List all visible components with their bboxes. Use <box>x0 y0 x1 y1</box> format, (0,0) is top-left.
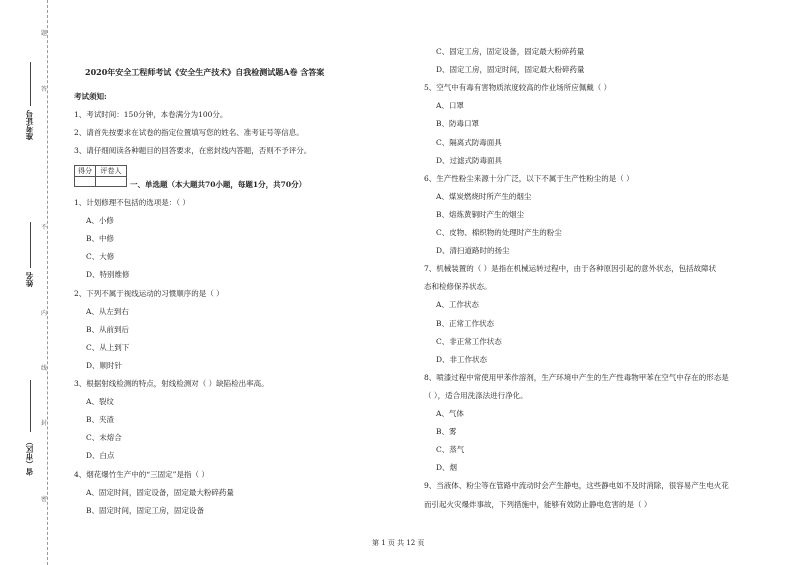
question-stem: 9、当液体、粉尘等在管路中流动时会产生静电，这些静电如不及时消除，很容易产生电火花 <box>424 481 729 491</box>
score-cell-label: 得分 <box>75 166 96 177</box>
answer-option: D、非工作状态 <box>436 354 488 364</box>
answer-option: D、白点 <box>86 451 115 461</box>
question-stem: 4、烟花爆竹生产中的“三固定”是指（ ） <box>74 469 209 479</box>
question-stem: 3、根据射线检测的特点，射线检测对（ ）缺陷检出率高。 <box>74 379 269 388</box>
question-stem: 7、机械装置的（ ）是指在机械运转过程中，由于各种原因引起的意外状态，包括故障状 <box>424 264 717 274</box>
notice-heading: 考试须知: <box>74 92 107 101</box>
side-fill-line <box>30 62 31 106</box>
answer-option: A、工作状态 <box>436 300 479 310</box>
notice-line: 3、请仔细阅读各种题目的回答要求，在密封线内答题，否则不予评分。 <box>74 146 312 155</box>
answer-option: A、从左到右 <box>86 306 129 316</box>
question-stem: 而引起火灾爆炸事故，下列措施中，能够有效防止静电危害的是（ ） <box>424 499 652 509</box>
answer-option: D、烟 <box>436 463 458 473</box>
answer-option: B、熔炼黄铜时产生的烟尘 <box>436 209 525 219</box>
side-label-name: 姓名 <box>25 272 34 287</box>
seal-mark: 内 <box>40 310 47 317</box>
answer-option: A、固定时间，固定设备，固定最大粉碎药量 <box>86 487 234 497</box>
answer-option: A、煤炭燃烧时所产生的烟尘 <box>436 191 532 201</box>
score-cell[interactable] <box>75 177 96 187</box>
answer-option: B、中修 <box>86 234 115 244</box>
answer-option: B、正常工作状态 <box>436 318 495 328</box>
seal-mark: 线 <box>40 365 47 372</box>
answer-option: D、清扫道路时的扬尘 <box>436 246 510 256</box>
answer-option: D、顺时针 <box>86 360 123 370</box>
question-stem: 1、计划修理不包括的选项是：（ ） <box>74 198 190 207</box>
question-stem: 态和检修保养状态。 <box>424 282 492 292</box>
question-stem: 5、空气中有毒有害物质浓度较高的作业场所应佩戴（ ） <box>424 83 612 93</box>
answer-option: B、防毒口罩 <box>436 119 480 129</box>
answer-option: C、未熔合 <box>86 433 122 443</box>
side-fill-line <box>30 380 31 432</box>
question-stem: 2、下列不属于视线运动的习惯顺序的是（ ） <box>74 288 224 298</box>
grader-cell[interactable] <box>96 177 127 187</box>
answer-option: C、非正常工作状态 <box>436 336 502 346</box>
notice-line: 1、考试时间：150分钟，本卷满分为100分。 <box>74 110 228 119</box>
side-label-province: 省（市区） <box>25 438 34 476</box>
seal-mark: 不 <box>40 224 47 231</box>
score-table <box>74 165 127 187</box>
answer-option: A、口罩 <box>436 101 464 111</box>
question-stem: 6、生产性粉尘来源十分广泛，以下不属于生产性粉尘的是（ ） <box>424 173 634 183</box>
question-stem: （ ），适合用洗涤法进行净化。 <box>424 390 528 400</box>
answer-option: D、特别维修 <box>86 270 130 280</box>
answer-option: C、隔离式防毒面具 <box>436 137 502 147</box>
answer-option: C、皮物、棉织物的处理时产生的粉尘 <box>436 228 562 237</box>
section-heading: 一、单选题（本大题共70小题，每题1分，共70分） <box>130 180 307 189</box>
answer-option: D、固定工房，固定时间，固定最大粉碎药量 <box>436 65 585 75</box>
seal-mark: 封 <box>40 420 47 427</box>
question-stem: 8、喷漆过程中常使用甲苯作溶剂，生产环境中产生的生产性毒物甲苯在空气中存在的形态是 <box>424 372 729 382</box>
grader-cell-label: 评卷人 <box>96 166 127 177</box>
answer-option: D、过滤式防毒面具 <box>436 155 503 165</box>
seal-mark: 密 <box>40 496 47 503</box>
answer-option: B、夹渣 <box>86 415 115 425</box>
answer-option: B、从前到后 <box>86 324 130 334</box>
page-title: 2020年安全工程师考试《安全生产技术》自我检测试题A卷 含答案 <box>85 67 325 77</box>
answer-option: C、蒸气 <box>436 445 465 455</box>
side-fill-line <box>30 222 31 268</box>
answer-option: C、从上到下 <box>86 342 130 352</box>
answer-option: B、雾 <box>436 427 457 437</box>
answer-option: C、固定工房，固定设备，固定最大粉碎药量 <box>436 47 585 56</box>
answer-option: C、大修 <box>86 252 115 262</box>
side-label-exam-number: 准考证号 <box>25 110 34 140</box>
seal-mark: 答 <box>40 86 47 93</box>
answer-option: A、裂纹 <box>86 397 114 407</box>
notice-line: 2、请首先按要求在试卷的指定位置填写您的姓名、准考证号等信息。 <box>74 128 304 137</box>
answer-option: A、小修 <box>86 216 114 226</box>
answer-option: B、固定时间，固定工房，固定设备 <box>86 505 205 515</box>
seal-mark: 题 <box>40 30 47 37</box>
page-footer: 第 1 页 共 12 页 <box>372 539 425 547</box>
answer-option: A、气体 <box>436 409 464 418</box>
